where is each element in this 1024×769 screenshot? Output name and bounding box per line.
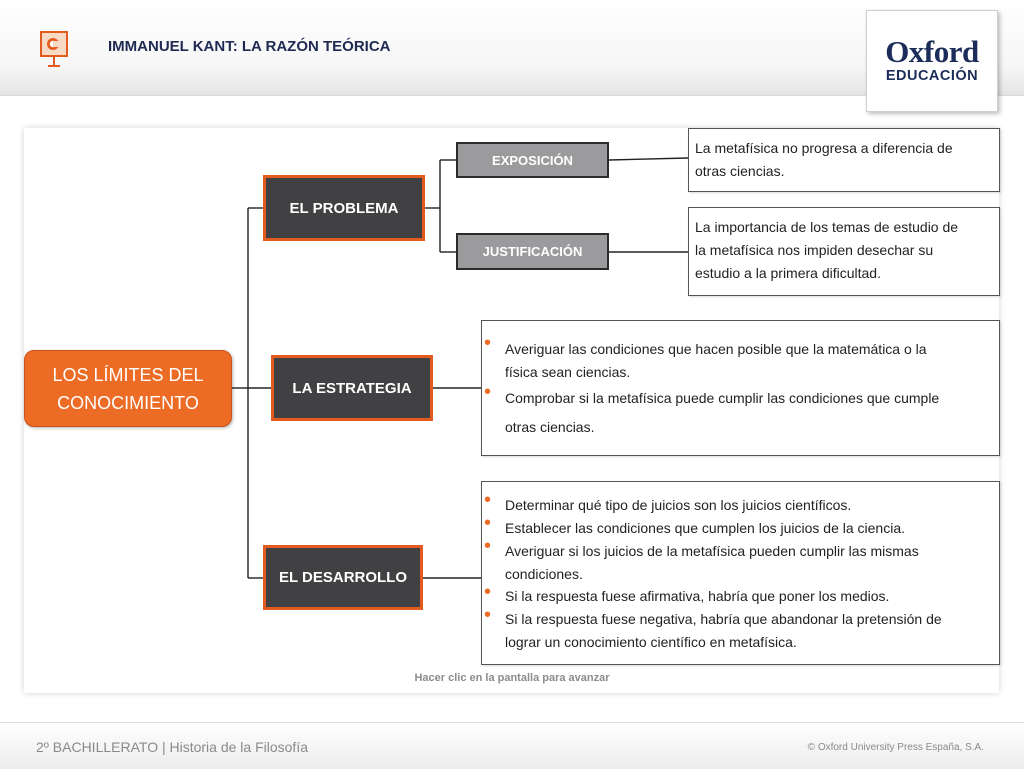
bullet-icon: • [484, 381, 492, 403]
node-justificacion[interactable]: JUSTIFICACIÓN [456, 233, 609, 270]
desarrollo-bullet4: Si la respuesta fuese afirmativa, habría que poner los medios. [505, 588, 890, 604]
bullet-icon: • [484, 332, 492, 354]
logo-text-educacion: EDUCACIÓN [885, 68, 979, 84]
bullet-icon: • [484, 489, 492, 511]
bullet-icon: • [484, 604, 492, 626]
node-el-problema[interactable]: EL PROBLEMA [263, 175, 425, 241]
justificacion-text-line3: estudio a la primera dificultad. [695, 265, 881, 281]
node-exposicion[interactable]: EXPOSICIÓN [456, 142, 609, 178]
footer [0, 722, 1024, 769]
bullet-icon: • [484, 581, 492, 603]
desarrollo-bullet3-line1: Averiguar si los juicios de la metafísica pueden cumplir las mismas [505, 543, 919, 559]
exposicion-textbox [688, 128, 1000, 192]
bullet-icon: • [484, 535, 492, 557]
desarrollo-bullet5-line1: Si la respuesta fuese negativa, habría que abandonar la pretensión de [505, 611, 942, 627]
desarrollo-bullet2: Establecer las condiciones que cumplen los juicios de la ciencia. [505, 520, 905, 536]
advance-hint: Hacer clic en la pantalla para avanzar [414, 672, 610, 684]
footer-course: 2º BACHILLERATO | Historia de la Filosofía [36, 739, 309, 755]
estrategia-bullet2-line2: otras ciencias. [505, 419, 595, 435]
logo-text-oxford: Oxford [885, 34, 979, 69]
main-node-limites-conocimiento[interactable] [24, 350, 232, 427]
desarrollo-bullet5-line2: lograr un conocimiento científico en metafísica. [505, 634, 797, 650]
exposicion-text-line1: La metafísica no progresa a diferencia de [695, 140, 953, 156]
justificacion-text-line2: la metafísica nos impiden desechar su [695, 242, 934, 258]
exposicion-text-line2: otras ciencias. [695, 163, 785, 179]
justificacion-textbox [688, 207, 1000, 296]
desarrollo-bullet3-line2: condiciones. [505, 566, 583, 582]
node-la-estrategia[interactable]: LA ESTRATEGIA [271, 355, 433, 421]
bullet-icon: • [484, 512, 492, 534]
estrategia-bullet1-line2: física sean ciencias. [505, 364, 631, 380]
footer-copyright: © Oxford University Press España, S.A. [807, 742, 984, 753]
main-node-line1: LOS LÍMITES DEL [52, 364, 204, 385]
main-node-line2: CONOCIMIENTO [57, 392, 199, 413]
justificacion-text-line1: La importancia de los temas de estudio de [695, 219, 959, 235]
estrategia-bullet2-line1: Comprobar si la metafísica puede cumplir las condiciones que cumple [505, 390, 940, 406]
node-el-desarrollo[interactable]: EL DESARROLLO [263, 545, 423, 610]
estrategia-bullet1-line1: Averiguar las condiciones que hacen posible que la matemática o la [505, 341, 927, 357]
desarrollo-bullet1: Determinar qué tipo de juicios son los juicios científicos. [505, 497, 852, 513]
page-title: IMMANUEL KANT: LA RAZÓN TEÓRICA [108, 38, 391, 55]
